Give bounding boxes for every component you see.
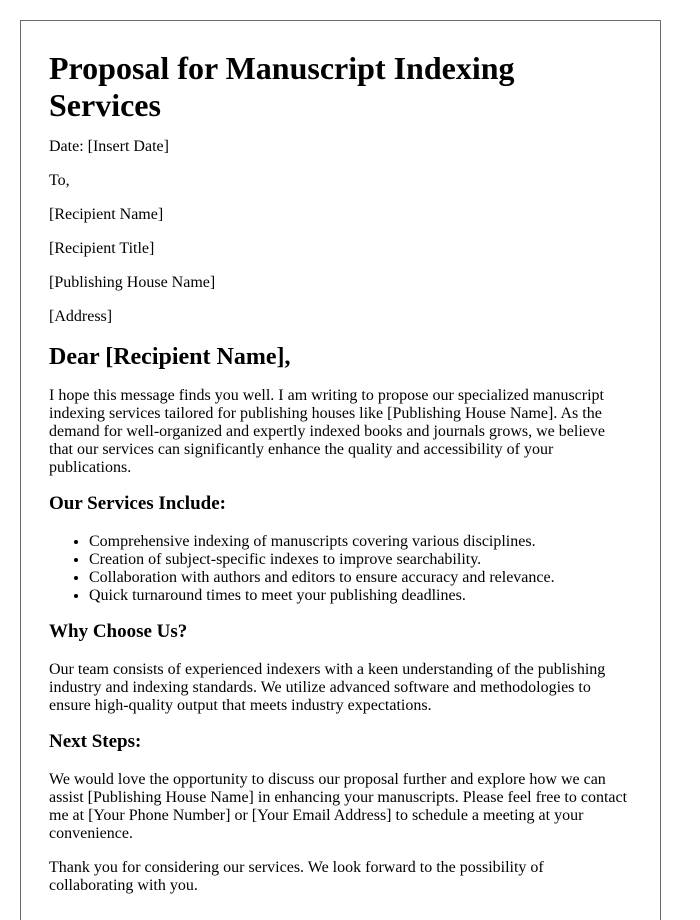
letter-page (20, 20, 661, 920)
to-line: To, (49, 172, 70, 189)
closing-paragraph: Thank you for considering our services. We look forward to the possibility of collaborating with you. (49, 859, 544, 894)
services-list (49, 533, 632, 605)
list-item: • Creation of subject-specific indexes to improve searchability. (89, 551, 632, 569)
intro-paragraph: I hope this message finds you well. I am writing to propose our specialized manuscript indexing services tailored for publishing houses like [Publishing House Name]. As the demand for well-organized and expertly indexed books and journals grows, we believe that our services can significantly enhance the quality and accessibility of your publications. (49, 387, 605, 476)
list-item: • Collaboration with authors and editors to ensure accuracy and relevance. (89, 569, 632, 587)
list-item: • Quick turnaround times to meet your publishing deadlines. (89, 587, 632, 605)
why-paragraph: Our team consists of experienced indexers with a keen understanding of the publishing industry and indexing standards. We utilize advanced software and methodologies to ensure high-quality output that meets industry expectations. (49, 661, 606, 714)
list-item: • Comprehensive indexing of manuscripts covering various disciplines. (89, 533, 632, 551)
recipient-name-line: [Recipient Name] (49, 206, 164, 223)
publishing-house-line: [Publishing House Name] (49, 274, 216, 291)
why-heading: Why Choose Us? (49, 621, 188, 642)
services-heading: Our Services Include: (49, 493, 226, 514)
recipient-title-line: [Recipient Title] (49, 240, 155, 257)
salutation: Dear [Recipient Name], (49, 344, 291, 370)
letter-header (49, 138, 632, 326)
letter-title: Proposal for Manuscript Indexing Services (49, 50, 515, 123)
next-steps-paragraph: We would love the opportunity to discuss our proposal further and explore how we can assist [Publishing House Name] in enhancing your manuscripts. Please feel free to contact me at [Your Phone Number] or [Your Email Address] to schedule a meeting at your convenience. (49, 771, 628, 842)
date-line: Date: [Insert Date] (49, 138, 169, 155)
address-line: [Address] (49, 308, 113, 325)
next-steps-heading: Next Steps: (49, 731, 142, 752)
